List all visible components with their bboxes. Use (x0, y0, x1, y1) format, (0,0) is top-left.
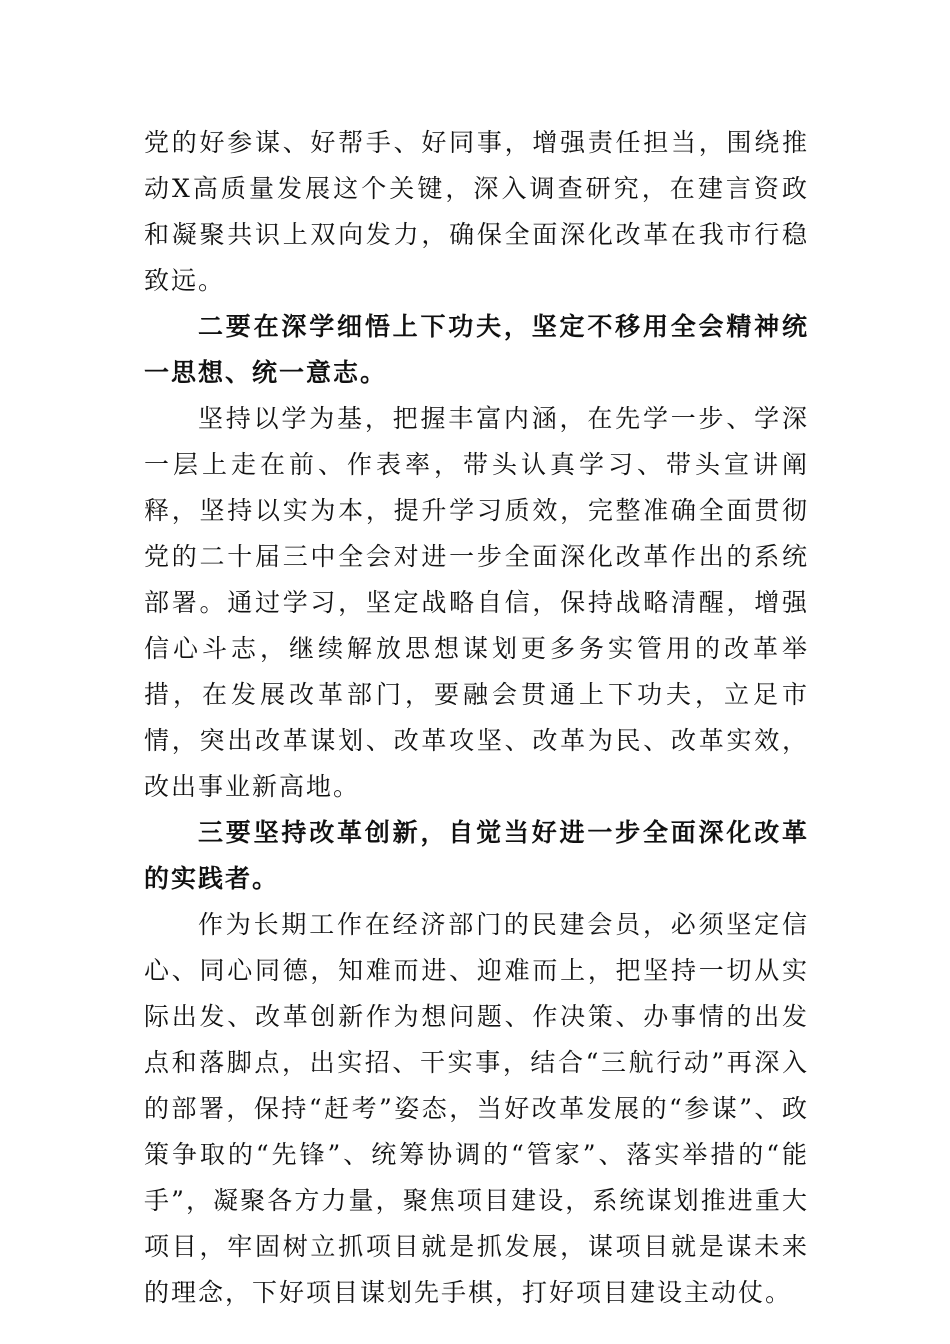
paragraph-continuation: 党的好参谋、好帮手、好同事，增强责任担当，围绕推动X高质量发展这个关键，深入调查研究，在建言资政和凝聚共识上双向发力，确保全面深化改革在我市行稳致远。 (144, 128, 809, 295)
section-heading-two: 二要在深学细悟上下功夫，坚定不移用全会精神统一思想、统一意志。 (144, 312, 809, 387)
document-body (144, 120, 809, 1316)
section-heading-three: 三要坚持改革创新，自觉当好进一步全面深化改革的实践者。 (144, 818, 809, 893)
paragraph-study: 坚持以学为基，把握丰富内涵，在先学一步、学深一层上走在前、作表率，带头认真学习、带头宣讲阐释，坚持以实为本，提升学习质效，完整准确全面贯彻党的二十届三中全会对进一步全面深化改革作出的系统部署。通过学习，坚定战略自信，保持战略清醒，增强信心斗志，继续解放思想谋划更多务实管用的改革举措，在发展改革部门，要融会贯通上下功夫，立足市情，突出改革谋划、改革攻坚、改革为民、改革实效，改出事业新高地。 (144, 404, 809, 801)
paragraph-reform: 作为长期工作在经济部门的民建会员，必须坚定信心、同心同德，知难而进、迎难而上，把坚持一切从实际出发、改革创新作为想问题、作决策、办事情的出发点和落脚点，出实招、干实事，结合“三航行动”再深入的部署，保持“赶考”姿态，当好改革发展的“参谋”、政策争取的“先锋”、统筹协调的“管家”、落实举措的“能手”，凝聚各方力量，聚焦项目建设，系统谋划推进重大项目，牢固树立抓项目就是抓发展，谋项目就是谋未来的理念，下好项目谋划先手棋，打好项目建设主动仗。 (144, 910, 809, 1307)
